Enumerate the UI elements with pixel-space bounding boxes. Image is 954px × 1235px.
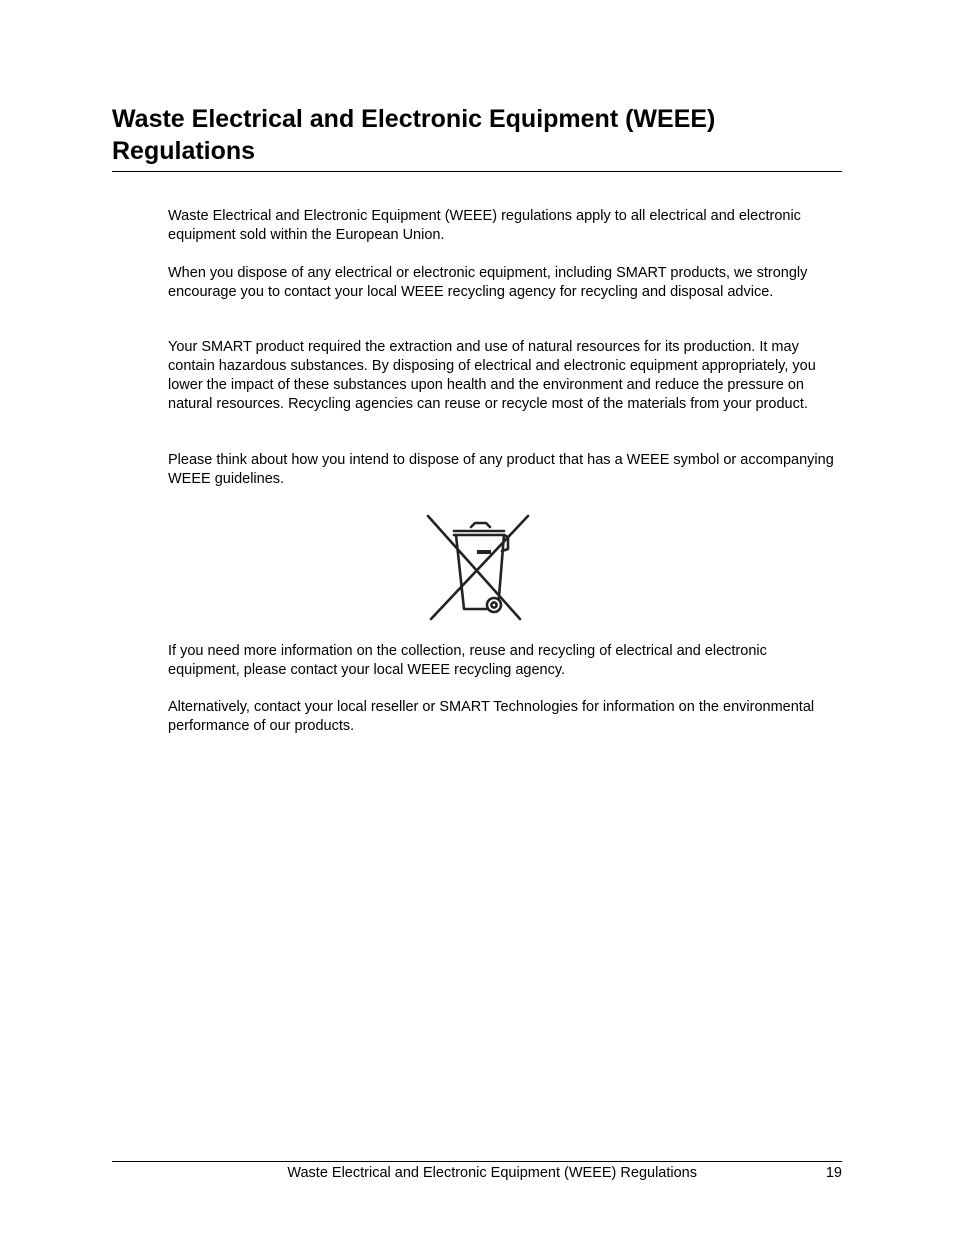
paragraph-more-information: If you need more information on the collection, reuse and recycling of electrical and electronic equipment, please contact your local WEEE recycling agency. [168, 643, 767, 678]
crossed-out-wheeled-bin-icon [424, 513, 532, 623]
paragraph-disposal-advice: When you dispose of any electrical or electronic equipment, including SMART products, we strongly encourage you to contact your local WEEE recycling agency for recycling and disposal advice. [168, 265, 808, 300]
title-divider [112, 171, 842, 172]
page-title: Waste Electrical and Electronic Equipment (WEEE) Regulations [112, 105, 716, 165]
footer-divider [112, 1161, 842, 1162]
footer-running-title: Waste Electrical and Electronic Equipment (WEEE) Regulations [287, 1165, 697, 1181]
paragraph-weee-symbol-note: Please think about how you intend to dispose of any product that has a WEEE symbol or accompanying WEEE guidelines. [168, 452, 834, 487]
page-number: 19 [825, 1165, 842, 1181]
paragraph-weee-scope: Waste Electrical and Electronic Equipment (WEEE) regulations apply to all electrical and electronic equipment sold within the European Union. [168, 208, 801, 243]
paragraph-natural-resources: Your SMART product required the extraction and use of natural resources for its production. It may contain hazardous substances. By disposing of electrical and electronic equipment appropriately, you lower the impact of these substances upon health and the environment and reduce the pressure on natural resources. Recycling agencies can reuse or recycle most of the materials from your product. [168, 339, 816, 412]
paragraph-contact-reseller: Alternatively, contact your local reseller or SMART Technologies for information on the environmental performance of our products. [168, 699, 815, 734]
